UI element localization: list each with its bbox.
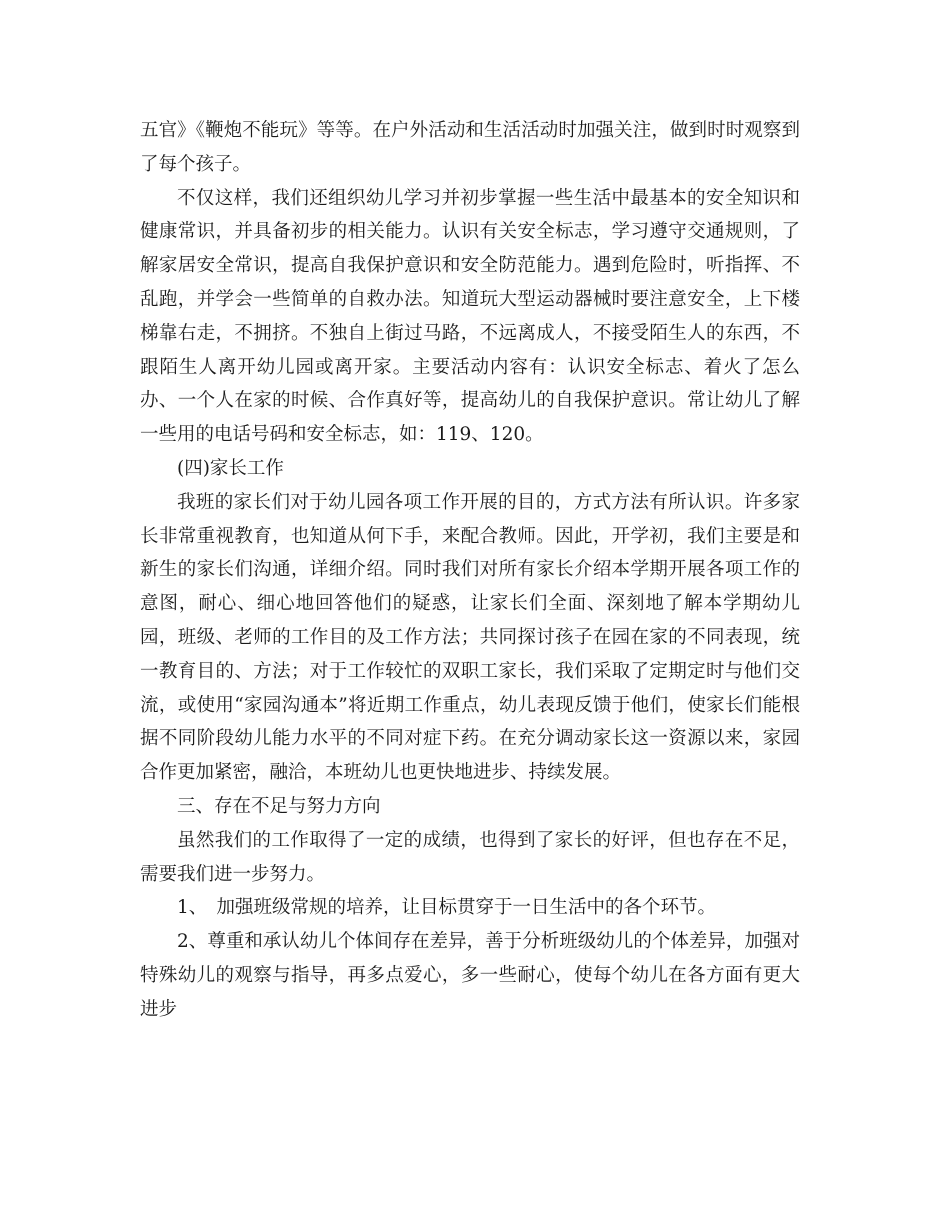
paragraph-safety-knowledge: 不仅这样，我们还组织幼儿学习并初步掌握一些生活中最基本的安全知识和健康常识，并具备初步的相关能力。认识有关安全标志，学习遵守交通规则，了解家居安全常识，提高自我保护意识和安全防范能力。遇到危险时，听指挥、不乱跑，并学会一些简单的自救办法。知道玩大型运动器械时要注意安全，上下楼梯靠右走，不拥挤。不独自上街过马路，不远离成人，不接受陌生人的东西，不跟陌生人离开幼儿园或离开家。主要活动内容有：认识安全标志、着火了怎么办、一个人在家的时候、合作真好等，提高幼儿的自我保护意识。常让幼儿了解一些用的电话号码和安全标志，如：119、120。: [140, 187, 800, 446]
paragraph-continuation: 五官》《鞭炮不能玩》等等。在户外活动和生活活动时加强关注，做到时时观察到了每个孩子。: [140, 120, 800, 175]
document-body: [140, 114, 800, 1027]
section-heading-parent-work: (四)家长工作: [177, 457, 284, 479]
list-item-1: 1、 加强班级常规的培养，让目标贯穿于一日生活中的各个环节。: [177, 897, 717, 919]
paragraph-parent-work: 我班的家长们对于幼儿园各项工作开展的目的，方式方法有所认识。许多家长非常重视教育，也知道从何下手，来配合教师。因此，开学初，我们主要是和新生的家长们沟通，详细介绍。同时我们对所有家长介绍本学期开展各项工作的意图，耐心、细心地回答他们的疑惑，让家长们全面、深刻地了解本学期幼儿园，班级、老师的工作目的及工作方法；共同探讨孩子在园在家的不同表现，统一教育目的、方法；对于工作较忙的双职工家长，我们采取了定期定时与他们交流，或使用“家园沟通本”将近期工作重点，幼儿表现反馈于他们，使家长们能根据不同阶段幼儿能力水平的不同对症下药。在充分调动家长这一资源以来，家园合作更加紧密，融洽，本班幼儿也更快地进步、持续发展。: [140, 491, 800, 784]
list-item-2: 2、尊重和承认幼儿个体间存在差异，善于分析班级幼儿的个体差异，加强对特殊幼儿的观察与指导，再多点爱心，多一些耐心，使每个幼儿在各方面有更大进步: [140, 931, 800, 1020]
paragraph-shortcomings-intro: 虽然我们的工作取得了一定的成绩，也得到了家长的好评，但也存在不足，需要我们进一步努力。: [140, 829, 800, 885]
section-heading-shortcomings: 三、存在不足与努力方向: [177, 795, 381, 817]
